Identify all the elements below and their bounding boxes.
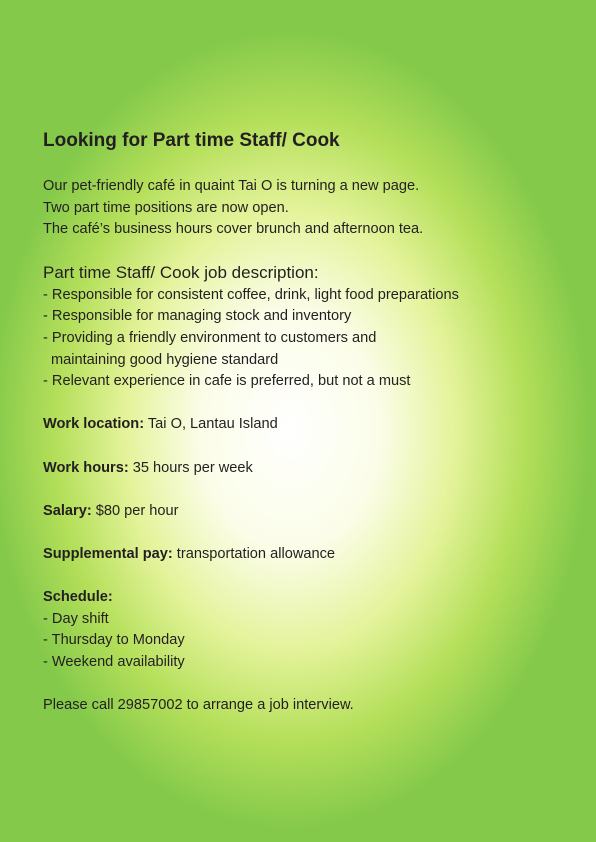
list-item: - Relevant experience in cafe is preferred, but not a must	[43, 373, 411, 390]
page-title: Looking for Part time Staff/ Cook	[43, 130, 340, 151]
intro-paragraph	[43, 176, 563, 241]
intro-line: Two part time positions are now open.	[43, 199, 289, 216]
list-item: - Thursday to Monday	[43, 632, 185, 649]
list-item: - Responsible for managing stock and inventory	[43, 308, 352, 325]
list-item: - Weekend availability	[43, 653, 185, 670]
intro-line: Our pet-friendly café in quaint Tai O is turning a new page.	[43, 178, 420, 194]
work-location-value: Tai O, Lantau Island	[144, 416, 278, 433]
closing-text: Please call 29857002 to arrange a job interview.	[43, 697, 354, 714]
list-item-continuation: maintaining good hygiene standard	[51, 351, 279, 368]
intro-line: The café’s business hours cover brunch and afternoon tea.	[43, 221, 424, 238]
job-description-list	[43, 285, 563, 393]
work-location	[43, 414, 563, 436]
salary-label: Salary:	[43, 502, 92, 519]
work-location-label: Work location:	[43, 416, 145, 433]
salary	[43, 501, 563, 523]
job-description-heading: Part time Staff/ Cook job description:	[43, 262, 319, 282]
list-item: - Providing a friendly environment to customers and	[43, 329, 377, 346]
salary-value: $80 per hour	[91, 502, 179, 519]
schedule-label: Schedule:	[43, 589, 113, 606]
supplemental-pay-value: transportation allowance	[172, 545, 335, 562]
list-item: - Day shift	[43, 610, 109, 627]
supplemental-pay-label: Supplemental pay:	[43, 545, 173, 562]
list-item: - Responsible for consistent coffee, drink, light food preparations	[43, 286, 459, 303]
work-hours-label: Work hours:	[43, 459, 129, 476]
flyer-content	[43, 128, 563, 717]
work-hours	[43, 458, 563, 480]
schedule-list	[43, 609, 563, 674]
work-hours-value: 35 hours per week	[128, 459, 253, 476]
supplemental-pay	[43, 544, 563, 566]
